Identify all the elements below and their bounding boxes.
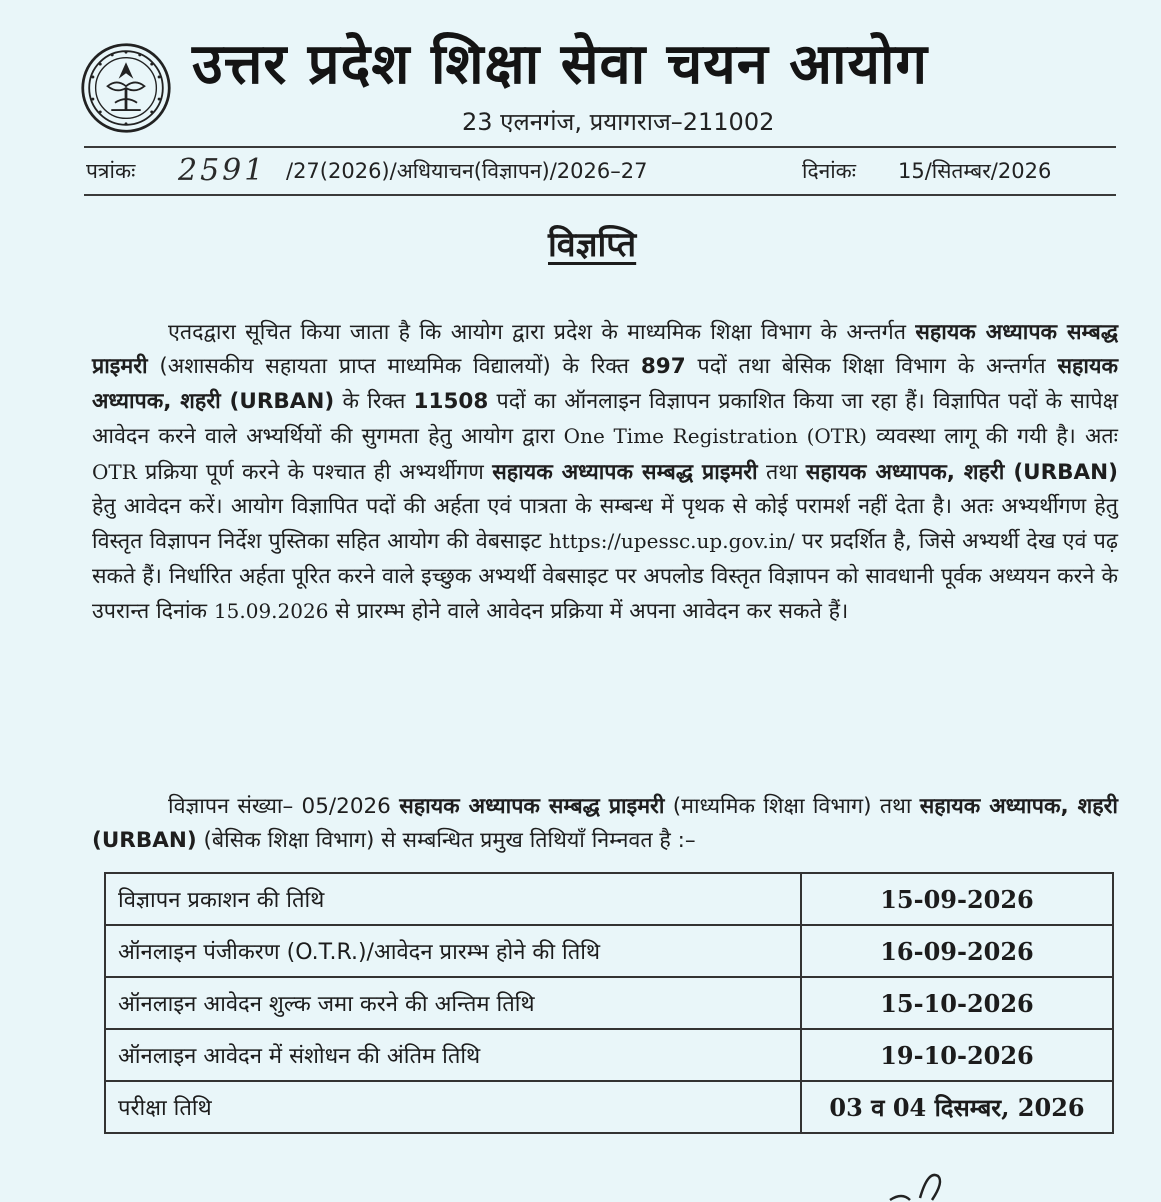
date-row-label: ऑनलाइन पंजीकरण (O.T.R.)/आवेदन प्रारम्भ होने की तिथि bbox=[105, 925, 801, 977]
important-dates-table bbox=[104, 872, 1114, 1134]
notice-title: विज्ञप्ति bbox=[548, 225, 637, 265]
date-row-value: 16-09-2026 bbox=[801, 925, 1113, 977]
date-row-value: 15-09-2026 bbox=[801, 873, 1113, 925]
date-row-label: ऑनलाइन आवेदन शुल्क जमा करने की अन्तिम तिथि bbox=[105, 977, 801, 1029]
reference-line bbox=[86, 152, 1116, 190]
website-link: https://upessc.up.gov.in/ bbox=[548, 529, 795, 554]
table-row bbox=[105, 1081, 1113, 1133]
header-divider-top bbox=[84, 146, 1116, 148]
table-row bbox=[105, 925, 1113, 977]
date-row-value: 15-10-2026 bbox=[801, 977, 1113, 1029]
reference-number: /27(2026)/अधियाचन(विज्ञापन)/2026–27 bbox=[286, 159, 648, 183]
date-row-value: 19-10-2026 bbox=[801, 1029, 1113, 1081]
date-label: दिनांकः bbox=[802, 159, 857, 183]
date-value: 15/सितम्बर/2026 bbox=[898, 159, 1052, 183]
header-divider-bottom bbox=[84, 194, 1116, 196]
date-row-label: विज्ञापन प्रकाशन की तिथि bbox=[105, 873, 801, 925]
reference-number-handwritten: 2591 bbox=[178, 153, 267, 188]
table-row bbox=[105, 1029, 1113, 1081]
table-row bbox=[105, 977, 1113, 1029]
date-row-value: 03 व 04 दिसम्बर, 2026 bbox=[801, 1081, 1113, 1133]
organization-address: 23 एलनगंज, प्रयागराज–211002 bbox=[462, 108, 775, 136]
organization-title: उत्तर प्रदेश शिक्षा सेवा चयन आयोग bbox=[192, 32, 929, 97]
notice-paragraph-main: एतदद्वारा सूचित किया जाता है कि आयोग द्वारा प्रदेश के माध्यमिक शिक्षा विभाग के अन्तर्गत सहायक अध्यापक सम्बद्ध प्राइमरी (अशासकीय सहायता प्राप्त माध्यमिक विद्यालयों) के रिक्त 897 पदों तथा बेसिक शिक्षा विभाग के अन्तर्गत सहायक अध्यापक, शहरी (URBAN) के रिक्त 11508 पदों का ऑनलाइन विज्ञापन प्रकाशित किया जा रहा हैं। विज्ञापित पदों के सापेक्ष आवेदन करने वाले अभ्यर्थियों की सुगमता हेतु आयोग द्वारा One Time Registration (OTR) व्यवस्था लागू की गयी है। अतः OTR प्रक्रिया पूर्ण करने के पश्चात ही अभ्यर्थीगण सहायक अध्यापक सम्बद्ध प्राइमरी तथा सहायक अध्यापक, शहरी (URBAN) हेतु आवेदन करें। आयोग विज्ञापित पदों की अर्हता एवं पात्रता के सम्बन्ध में पृथक से कोई परामर्श नहीं देता है। अतः अभ्यर्थीगण हेतु विस्तृत विज्ञापन निर्देश पुस्तिका सहित आयोग की वेबसाइट https://upessc.up.gov.in/ पर प्रदर्शित है, जिसे अभ्यर्थी देख एवं पढ़ सकते हैं। निर्धारित अर्हता पूरित करने वाले इच्छुक अभ्यर्थी वेबसाइट पर अपलोड विस्तृत विज्ञापन को सावधानी पूर्वक अध्ययन करने के उपरान्त दिनांक 15.09.2026 से प्रारम्भ होने वाले आवेदन प्रक्रिया में अपना आवेदन कर सकते हैं। bbox=[92, 320, 1119, 625]
date-row-label: ऑनलाइन आवेदन में संशोधन की अंतिम तिथि bbox=[105, 1029, 801, 1081]
table-row bbox=[105, 873, 1113, 925]
reference-label: पत्रांकः bbox=[86, 159, 136, 183]
up-government-emblem-icon bbox=[80, 42, 172, 134]
signature-mark bbox=[880, 1162, 960, 1202]
notice-paragraph-dates-intro: विज्ञापन संख्या– 05/2026 सहायक अध्यापक सम्बद्ध प्राइमरी (माध्यमिक शिक्षा विभाग) तथा सहायक अध्यापक, शहरी (URBAN) (बेसिक शिक्षा विभाग) से सम्बन्धित प्रमुख तिथियाँ निम्नवत है :– bbox=[92, 794, 1119, 854]
date-row-label: परीक्षा तिथि bbox=[105, 1081, 801, 1133]
